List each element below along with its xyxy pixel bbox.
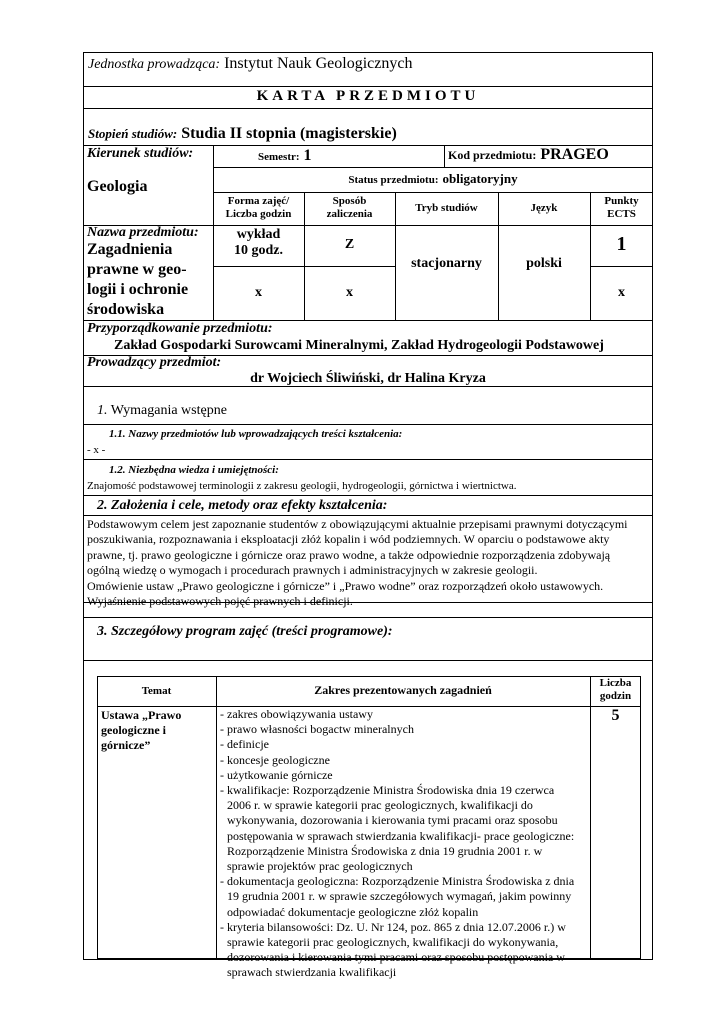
section3-title: 3. Szczegółowy program zajęć (treści programowe): xyxy=(97,624,393,639)
section12-value: Znajomość podstawowej terminologii z zakresu geologii, hydrogeologii, górnictwa i wiertnictwa. xyxy=(87,480,517,492)
course-name xyxy=(87,240,188,320)
code-label: Kod przedmiotu: xyxy=(448,148,537,162)
rule xyxy=(590,266,653,267)
row1-form-line: 10 godz. xyxy=(234,243,283,259)
semester-label: Semestr: xyxy=(258,151,300,163)
row1-hours: 5 xyxy=(611,707,620,724)
scope-line: wykonywania, dozorowania i kierowania tymi pracami oraz sposobu xyxy=(227,813,558,828)
scope-line: odpowiadać dokumentacje geologiczne złóż kopalin xyxy=(227,904,479,919)
col-method-header xyxy=(304,195,395,220)
rule xyxy=(213,167,653,168)
status-value: obligatoryjny xyxy=(442,171,518,186)
col-form-header xyxy=(213,195,304,220)
scope-line: sprawie kategorii prac geologicznych, kwalifikacji do wykonywania, xyxy=(227,935,559,949)
scope-line: Rozporządzenie Ministra Środowiska z dnia 19 grudnia 2001 r. w xyxy=(227,843,543,858)
name-label: Nazwa przedmiotu: xyxy=(87,225,199,240)
section2-line: poszukiwania, rozpoznawania i eksploatacji złóż kopalin i wód podziemnych. W oparciu o podstawowe akty xyxy=(87,532,610,547)
status-row xyxy=(213,170,653,188)
scope-line: - prawo własności bogactw mineralnych xyxy=(220,722,414,737)
section1-num: 1. xyxy=(97,403,108,418)
col-hours-line: Liczba xyxy=(599,677,632,689)
direction-value: Geologia xyxy=(87,178,148,195)
scope-line: 19 grudnia 2001 r. w sprawie szczegółowych wymagań, jakim powinny xyxy=(227,889,572,904)
course-name-line: środowiska xyxy=(87,301,165,318)
rule xyxy=(83,660,653,661)
section2-line: ogólną wiedzę o wymogach i procedurach prawnych i administracyjnych w zakresie geologii. xyxy=(87,563,538,578)
row1-topic-line: Ustawa „Prawo xyxy=(101,708,182,722)
code-row xyxy=(448,146,609,164)
col-topic-header: Temat xyxy=(141,685,172,697)
lecturer-value: dr Wojciech Śliwiński, dr Halina Kryza xyxy=(250,371,486,386)
unit-label: Jednostka prowadząca: xyxy=(88,57,221,72)
semester-row xyxy=(258,147,312,165)
unit-row xyxy=(88,55,412,73)
rule xyxy=(83,424,653,425)
scope-line: - kryteria bilansowości: Dz. U. Nr 124, poz. 865 z dnia 12.07.2006 r.) w xyxy=(220,919,566,934)
col-hours-line: godzin xyxy=(599,689,632,702)
scope-line: - użytkowanie górnicze xyxy=(220,767,333,782)
row1-topic xyxy=(101,708,181,753)
rule xyxy=(444,145,445,167)
row1-ects: 1 xyxy=(616,233,627,255)
level-value: Studia II stopnia (magisterskie) xyxy=(181,125,397,142)
section2-line: Wyjaśnienie podstawowych pojęć prawnych i definicji. xyxy=(87,594,353,609)
col-scope-header: Zakres prezentowanych zagadnień xyxy=(314,683,492,697)
scope-line: - zakres obowiązywania ustawy xyxy=(220,707,373,721)
col-form-line: Forma zajęć/ xyxy=(227,195,290,207)
lecturer-label: Prowadzący przedmiot: xyxy=(87,355,222,370)
level-label: Stopień studiów: xyxy=(88,126,178,141)
assign-value: Zakład Gospodarki Surowcami Mineralnymi, Zakład Hydrogeologii Podstawowej xyxy=(114,338,604,353)
col-method-line: zaliczenia xyxy=(326,207,373,220)
col-ects-line: Punkty xyxy=(604,195,639,207)
semester-value: 1 xyxy=(303,147,312,164)
rule xyxy=(83,108,653,109)
rule xyxy=(83,495,653,496)
course-name-line: Zagadnienia xyxy=(87,241,173,258)
row2-method: x xyxy=(346,285,353,300)
rule xyxy=(83,86,653,87)
row1-form-line: wykład xyxy=(236,227,281,242)
row2-form: x xyxy=(255,285,262,300)
rule xyxy=(216,676,217,959)
scope-line: - dokumentacja geologiczna: Rozporządzenie Ministra Środowiska z dnia xyxy=(220,874,575,889)
level-row xyxy=(88,125,397,143)
row1-topic-line: geologiczne i xyxy=(101,723,166,737)
col-mode-header: Tryb studiów xyxy=(415,202,478,214)
unit-value: Instytut Nauk Geologicznych xyxy=(224,55,413,72)
col-form-line: Liczba godzin xyxy=(225,207,292,220)
scope-line: - koncesje geologiczne xyxy=(220,752,330,767)
section1-title xyxy=(97,403,227,419)
scope-line: dozorowania i kierowania tymi pracami oraz sposobu postępowania w xyxy=(227,950,565,965)
code-value: PRAGEO xyxy=(540,146,609,163)
scope-line: sprawie projektów prac geologicznych xyxy=(227,859,413,873)
section2-body xyxy=(87,517,628,609)
course-name-line: prawne w geo- xyxy=(87,261,187,278)
row2-ects: x xyxy=(618,285,625,300)
mode-value: stacjonarny xyxy=(411,256,482,271)
section2-title: 2. Założenia i cele, metody oraz efekty kształcenia: xyxy=(97,498,388,513)
status-label: Status przedmiotu: xyxy=(348,174,439,186)
direction-label: Kierunek studiów: xyxy=(87,146,194,161)
scope-line: sprawach stwierdzania kwalifikacji xyxy=(227,965,397,980)
col-method-line: Sposób xyxy=(332,195,367,207)
section11-value: - x - xyxy=(87,444,106,456)
section2-line: prawne, tj. prawo geologiczne i górnicze oraz prawo wodne, a także odpowiednie rozporządzenia zdobywają xyxy=(87,547,611,562)
scope-line: postępowania w sprawach stwierdzania kwalifikacji- prace geologiczne: xyxy=(227,828,575,843)
lang-value: polski xyxy=(526,256,562,271)
section2-line: Omówienie ustaw „Prawo geologiczne i górnicze” i „Prawo wodne” oraz rozporządzeń około ustawowych. xyxy=(87,578,604,593)
rule xyxy=(83,617,653,618)
col-ects-header xyxy=(590,195,653,220)
section1-text: Wymagania wstępne xyxy=(110,403,227,418)
row1-form xyxy=(213,227,304,259)
rule xyxy=(83,515,653,516)
section12-label: 1.2. Niezbędna wiedza i umiejętności: xyxy=(109,464,279,476)
section11-label: 1.1. Nazwy przedmiotów lub wprowadzających treści kształcenia: xyxy=(109,428,403,440)
card-title: KARTA PRZEDMIOTU xyxy=(256,88,480,104)
section2-line: Podstawowym celem jest zapoznanie studentów z obowiązującymi aktualnie przepisami prawnymi dotyczącymi xyxy=(87,517,628,531)
row1-topic-line: górnicze” xyxy=(101,738,151,752)
scope-line: - kwalifikacje: Rozporządzenie Ministra Środowiska dnia 19 czerwca xyxy=(220,783,555,797)
assign-label: Przyporządkowanie przedmiotu: xyxy=(87,321,273,336)
scope-line: 2006 r. w sprawie kategorii prac geologicznych, kwalifikacji do xyxy=(227,798,533,813)
scope-line: - definicje xyxy=(220,737,269,752)
col-ects-line: ECTS xyxy=(607,207,636,220)
course-name-line: logii i ochronie xyxy=(87,281,189,298)
rule xyxy=(213,192,653,193)
rule xyxy=(83,459,653,460)
row1-method: Z xyxy=(344,237,355,252)
col-hours-header xyxy=(590,677,641,702)
col-lang-header: Język xyxy=(530,202,558,214)
